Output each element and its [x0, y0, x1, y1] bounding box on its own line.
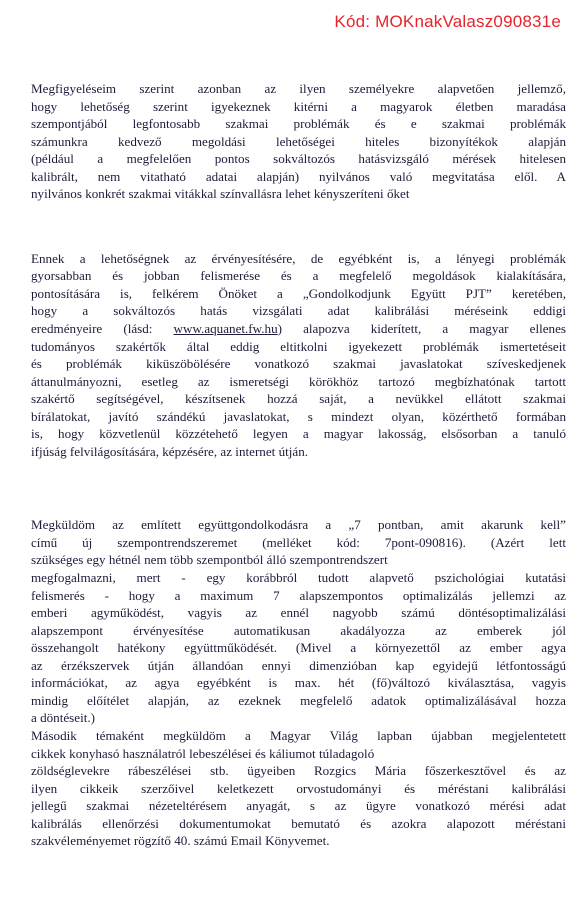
text-line: megfogalmazni, mert - egy korábbról tudott alapvető pszichológiai kutatási: [31, 570, 566, 586]
text-line: összehangolt hatékony együttműködését. (Mivel a környezettől az ember agya: [31, 640, 566, 656]
text-line: számunkra kedvező megoldási lehetőségei hiteles bizonyítékok alapján: [31, 133, 566, 149]
document-code-label: Kód: MOKnakValasz090831e: [334, 12, 561, 31]
text-line: tudományos szakértők által eddig eltitkolni igyekezett problémák ismertetéseit: [31, 338, 566, 354]
text-line: mindig előítélet alapján, az ezeknek megfelelő adatok optimalizálásával hozza: [31, 692, 566, 708]
paragraph-spacer: [31, 203, 566, 250]
text-line: bírálatokat, javító szándékú javaslatokat, s mindezt olyan, közérthető formában: [31, 408, 566, 424]
text-line: és problémák kiküszöbölésére vonatkozó szakmai javaslatokat szíveskedjenek: [31, 356, 566, 372]
text-line: felismerés - hogy a maximum 7 alapszempontos optimalizálás jellemzi az: [31, 587, 566, 603]
text-line: jellegű szakmai nézeteltérésem anyagát, s az ügyre vonatkozó mérési adat: [31, 798, 566, 814]
text-line: áttanulmányozni, esetleg az ismeretségi körökhöz tartozó megbízhatónak tartott: [31, 373, 566, 389]
paragraph-request: [31, 250, 566, 461]
text-line: alapszempont érvényesítése automatikusan akadályozza az emberek jól: [31, 622, 566, 638]
text-line: Megküldöm az említett együttgondolkodásra a „7 pontban, amit akarunk kell”: [31, 517, 566, 533]
text-line: nyilvános konkrét szakmai vitákkal színvallásra lehet kényszeríteni őket: [31, 186, 410, 202]
text-line: cikkek konyhasó használatról lebeszélései és káliumot túladagoló: [31, 745, 375, 761]
text-line: gyorsabban és jobban felismerése és a megfelelő megoldások kialakítására,: [31, 268, 566, 284]
website-link[interactable]: www.aquanet.fw.hu: [173, 321, 278, 337]
letter-body: [31, 80, 566, 850]
text-line: is, hogy közvetlenül közzétehető legyen a magyar lakosság, elsősorban a tanuló: [31, 426, 566, 442]
text-line: kalibrálás ellenőrzési dokumentumokat bemutató és azokra alapozott méréstani: [31, 815, 566, 831]
text-line: Megfigyeléseim szerint azonban az ilyen személyekre alapvetően jellemző,: [31, 81, 566, 96]
text-line-with-link: eredményeire (lásd: www.aquanet.fw.hu) alapozva kiderített, a magyar ellenes: [31, 321, 566, 337]
text-line: szükséges egy hétnél nem több szempontból álló szempontrendszert: [31, 552, 388, 568]
text-line: zöldséglevekre rábeszélései stb. ügyeiben Rozgics Mária főszerkesztővel és az: [31, 763, 566, 779]
paragraph-enclosures: [31, 516, 566, 849]
text-line: szempontjából legfontosabb szakmai problémák és e szakmai problémák: [31, 116, 566, 132]
text-line: ifjúság felvilágosítására, képzésére, az internet útján.: [31, 443, 309, 459]
text-line: című új szempontrendszeremet (melléket kód: 7pont-090816). (Azért lett: [31, 534, 566, 550]
text-line: a döntéseit.): [31, 710, 95, 726]
text-line: ilyen cikkeik szerzőivel keletkezett orvostudományi és méréstani kalibrálási: [31, 780, 566, 796]
text-line: hogy a sokváltozós hatás vizsgálati adat kalibrálási méréseink eddigi: [31, 303, 566, 319]
text-line: pontosítására is, felkérem Önöket a „Gondolkodjunk Együtt PJT” keretében,: [31, 285, 566, 301]
text-line: szakvéleményemet rögzítő 40. számú Email Könyvemet.: [31, 833, 330, 849]
paragraph-observations: [31, 80, 566, 203]
text-line: emberi agyműködést, vagyis az ennél nagyobb számú döntésoptimalizálási: [31, 605, 566, 621]
text-line: kalibrált, nem vitatható adatai alapján) nyilvános való megvitatása elől. A: [31, 168, 566, 184]
text-line: (például a megfelelően pontos sokváltozós hatásvizsgáló mérések hitelesen: [31, 151, 566, 167]
paragraph-spacer: [31, 460, 566, 516]
text-line: Második témaként megküldöm a Magyar Világ lapban újabban megjelentetett: [31, 727, 566, 743]
text-line: szakértő segítségével, készítsenek hozzá saját, a nevükkel ellátott szakmai: [31, 391, 566, 407]
text-line: Ennek a lehetőségnek az érvényesítésére, de egyébként is, a lényegi problémák: [31, 250, 566, 266]
text-line: információkat, az agya egyébként is max. hét (fő)változó kiválasztása, vagyis: [31, 675, 566, 691]
text-line: az érzékszervek útján állandóan ennyi dimenzióban kap egyidejű létfontosságú: [31, 657, 566, 673]
text-line: hogy lehetőség szerint igyekeznek kitérni a magyarok életben maradása: [31, 98, 566, 114]
